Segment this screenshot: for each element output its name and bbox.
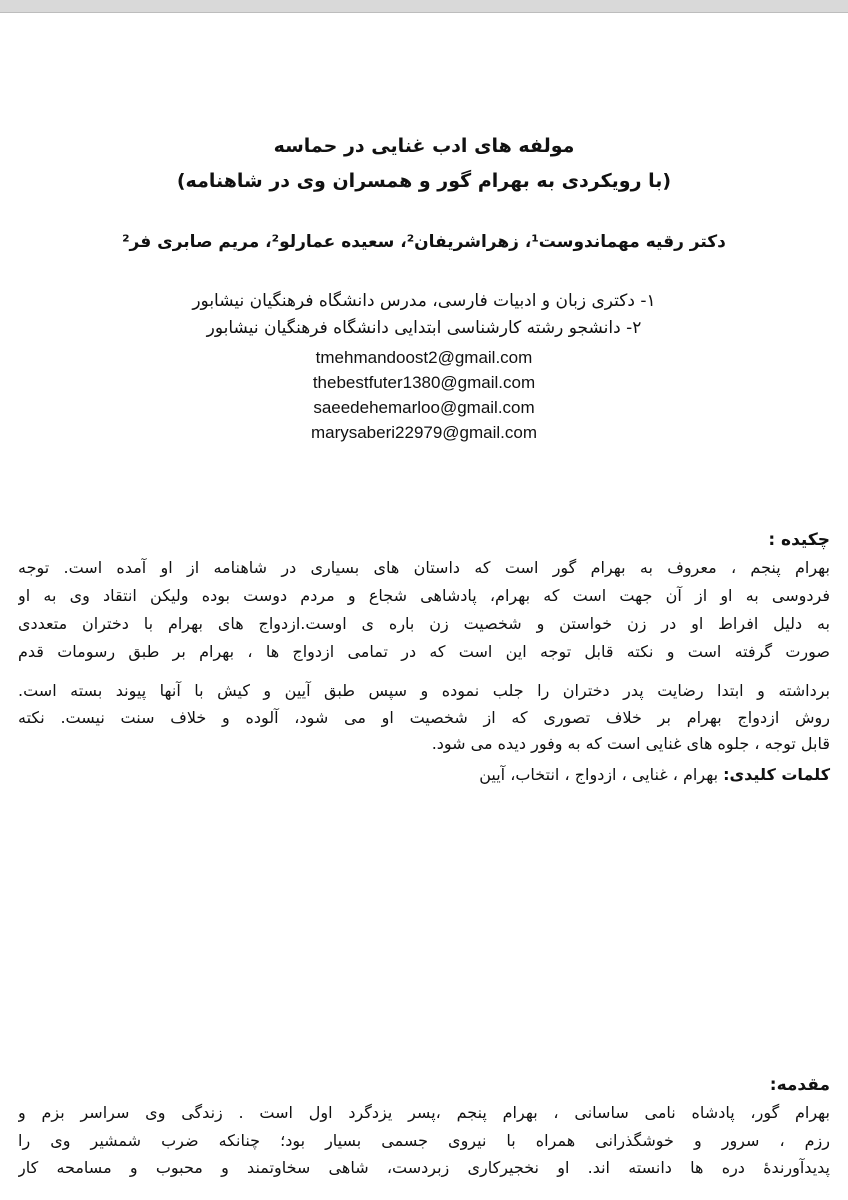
introduction-heading: مقدمه: [769, 1075, 830, 1095]
abstract-heading: چکیده : [768, 530, 830, 550]
introduction-line: بهرام گور، پادشاه نامی ساسانی ، بهرام پنجم ،پسر یزدگرد اول است . زندگی وی سراسر بزم و [18, 1103, 830, 1122]
abstract-line: صورت گرفته است و نکته قابل توجه این است که در تمامی ازدواج ها ، بهرام بر طبق رسومات قدم [18, 642, 830, 661]
paper-subtitle: (با رویکردی به بهرام گور و همسران وی در شاهنامه) [176, 170, 672, 192]
top-edge-bar [0, 0, 848, 13]
author-email: marysaberi22979@gmail.com [310, 423, 538, 442]
author-email: saeedehemarloo@gmail.com [313, 398, 535, 417]
affiliation-1: ۱- دکتری زبان و ادبیات فارسی، مدرس دانشگاه فرهنگیان نیشابور [192, 291, 656, 311]
introduction-line: رزم ، سرور و خوشگذرانی همراه با نیروی جسمی بسیار بود؛ چنانکه ضرب شمشیر وی را [18, 1131, 830, 1150]
author-list: دکتر رقیه مهماندوست¹، زهراشریفان²، سعیده عمارلو²، مریم صابری فر² [122, 232, 726, 252]
author-email: tmehmandoost2@gmail.com [315, 348, 533, 367]
keywords [479, 765, 830, 784]
abstract-line: به دلیل افراط او در زن خواستن و شخصیت زن باره ی اوست.ازدواج های بهرام با دختران متعددی [18, 614, 830, 633]
author-email: thebestfuter1380@gmail.com [312, 373, 536, 392]
abstract-line: فردوسی به او از آن جهت است که بهرام، پادشاهی شجاع و مردم دوست بوده ولیکن انتقاد وی به او [18, 586, 830, 605]
abstract-line: برداشته و ابتدا رضایت پدر دختران را جلب نموده و سپس طبق آیین و کیش با آنها پیوند بسته است. [18, 681, 830, 700]
abstract-line: قابل توجه ، جلوه های غنایی است که به وفور دیده می شود. [431, 734, 830, 753]
introduction-line: پدیدآورندۀ دره ها دانسته اند. او نخجیرکاری زبردست، شاهی سخاوتمند و محبوب و مسامحه کار [18, 1158, 830, 1177]
abstract-line: بهرام پنجم ، معروف به بهرام گور است که داستان های بسیاری در شاهنامه از او آمده است. توجه [18, 558, 830, 577]
keywords-label: کلمات کلیدی: [723, 765, 830, 784]
abstract-line: روش ازدواج بهرام بر خلاف تصوری که از شخصیت او می شود، آلوده و خلاف سنت نیست. نکته [18, 708, 830, 727]
keywords-value: بهرام ، غنایی ، ازدواج ، انتخاب، آیین [479, 765, 724, 784]
paper-title: مولفه های ادب غنایی در حماسه [273, 135, 575, 157]
affiliation-2: ۲- دانشجو رشته کارشناسی ابتدایی دانشگاه فرهنگیان نیشابور [206, 318, 642, 338]
